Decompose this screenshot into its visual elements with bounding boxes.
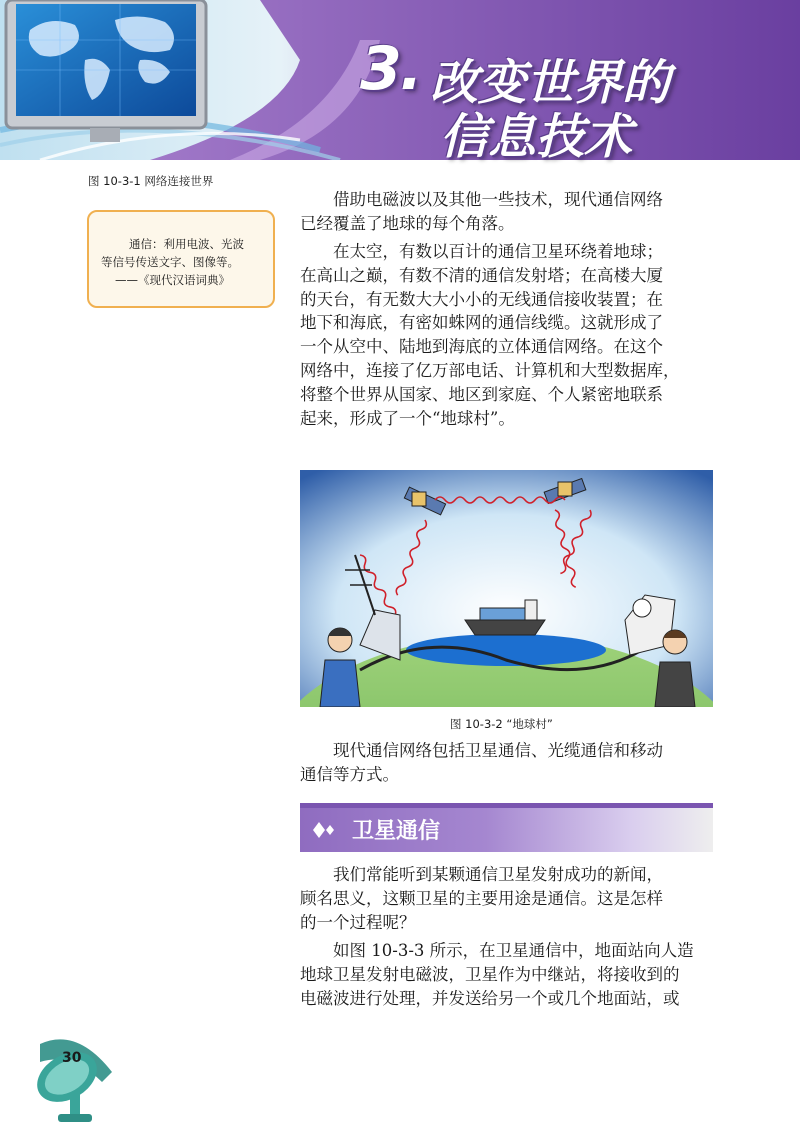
- text-line: 的一个过程呢？: [300, 912, 416, 932]
- definition-note-box: [87, 210, 275, 308]
- paragraph: [300, 240, 718, 430]
- text-line: 我们常能听到某颗通信卫星发射成功的新闻，: [333, 865, 663, 884]
- text-line: 已经覆盖了地球的每个角落。: [300, 213, 515, 233]
- figure-caption: 图 10-3-2 “地球村”: [450, 717, 553, 731]
- chapter-number: 3.: [360, 34, 421, 104]
- paragraph: [300, 939, 718, 1010]
- text-line: 将整个世界从国家、地区到家庭、个人紧密地联系: [300, 384, 663, 404]
- section-heading: [300, 808, 713, 852]
- paragraph: [300, 739, 718, 787]
- chapter-title-line1: 改变世界的: [430, 55, 671, 111]
- text-line: 地下和海底，有密如蛛网的通信线缆。这就形成了: [300, 313, 663, 333]
- text-line: 通信等方式。: [300, 764, 399, 784]
- note-source: ——《现代汉语词典》: [115, 273, 230, 287]
- text-line: 网络中，连接了亿万部电话、计算机和大型数据库，: [300, 360, 680, 380]
- figure-caption: 图 10-3-1 网络连接世界: [88, 174, 214, 188]
- note-line: 等信号传送文字、图像等。: [101, 255, 239, 269]
- text-line: 在太空，有数以百计的通信卫星环绕着地球；: [333, 242, 663, 261]
- text-line: 如图 10-3-3 所示，在卫星通信中，地面站向人造: [333, 941, 694, 960]
- note-line: 通信：利用电波、光波: [129, 237, 244, 251]
- chapter-title-line2: 信息技术: [440, 109, 633, 165]
- text-line: 现代通信网络包括卫星通信、光缆通信和移动: [333, 741, 663, 760]
- global-village-illustration: [300, 470, 713, 707]
- text-line: 的天台，有无数大大小小的无线通信接收装置；在: [300, 289, 663, 309]
- text-line: 一个从空中、陆地到海底的立体通信网络。在这个: [300, 337, 663, 357]
- text-line: 借助电磁波以及其他一些技术，现代通信网络: [333, 190, 663, 209]
- paragraph: [300, 188, 718, 236]
- monitor-icon: [6, 0, 206, 142]
- text-line: 地球卫星发射电磁波，卫星作为中继站，将接收到的: [300, 964, 680, 984]
- text-line: 起来，形成了一个“地球村”。: [300, 408, 515, 428]
- text-line: 电磁波进行处理，并发送给另一个或几个地面站，或: [300, 988, 680, 1008]
- paragraph: [300, 863, 718, 934]
- text-line: 顾名思义，这颗卫星的主要用途是通信。这是怎样: [300, 888, 663, 908]
- page-number: 30: [62, 1050, 82, 1066]
- section-title: 卫星通信: [352, 819, 441, 844]
- satellite-dish-page-badge: [32, 1032, 122, 1127]
- diamond-bullet-icon: [312, 820, 342, 840]
- text-line: 在高山之巅，有数不清的通信发射塔；在高楼大厦: [300, 265, 663, 285]
